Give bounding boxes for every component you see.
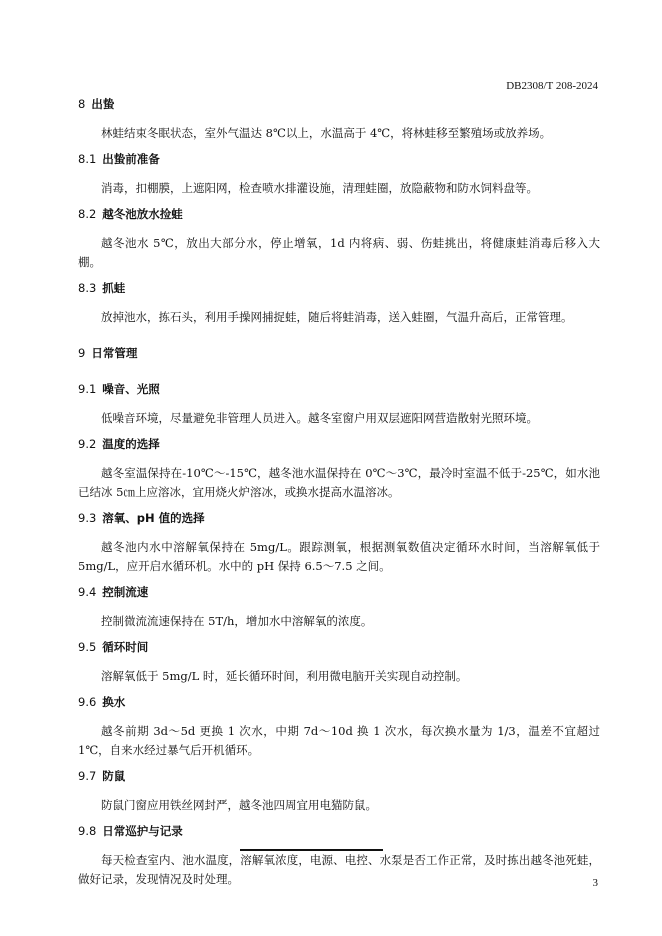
section-title: 噪音、光照	[102, 382, 160, 396]
section-8	[78, 96, 600, 151]
section-number: 8	[78, 97, 86, 111]
section-title: 温度的选择	[102, 437, 160, 451]
section-title: 防鼠	[102, 769, 126, 783]
section-number: 9.2	[78, 437, 97, 451]
section-number: 9.8	[78, 824, 97, 838]
end-rule	[240, 849, 383, 851]
section-9-4	[78, 584, 600, 639]
paragraph: 越冬池内水中溶解氧保持在 5mg/L。跟踪测氧，根据测氧数值决定循环水时间，当溶解氧低于 5mg/L，应开启水循环机。水中的 pH 保持 6.5～7.5 之间。	[78, 540, 600, 573]
section-number: 8.3	[78, 281, 97, 295]
paragraph: 低噪音环境，尽量避免非管理人员进入。越冬室窗户用双层遮阳网营造散射光照环境。	[101, 411, 538, 425]
paragraph: 溶解氧低于 5mg/L 时，延长循环时间，利用微电脑开关实现自动控制。	[101, 669, 468, 683]
section-number: 8.1	[78, 152, 97, 166]
section-number: 8.2	[78, 207, 97, 221]
section-9-2	[78, 436, 600, 510]
section-8-3	[78, 280, 600, 345]
section-9	[78, 345, 600, 381]
section-9-1	[78, 381, 600, 436]
section-9-6	[78, 694, 600, 768]
section-heading	[78, 381, 600, 397]
paragraph: 消毒，扣棚膜，上遮阳网，检查喷水排灌设施，清理蛙圈，放隐蔽物和防水饲料盘等。	[101, 181, 538, 195]
section-heading	[78, 151, 600, 167]
section-title: 溶氧、pH 值的选择	[102, 511, 205, 525]
paragraph: 越冬室温保持在-10℃～-15℃，越冬池水温保持在 0℃～3℃，最冷时室温不低于-25℃，如水池已结冰 5㎝上应溶冰，宜用烧火炉溶冰，或换水提高水温溶冰。	[78, 466, 600, 499]
section-title: 换水	[102, 695, 126, 709]
doc-code: DB2308/T 208-2024	[506, 80, 598, 92]
section-9-8	[78, 823, 600, 897]
section-heading	[78, 510, 600, 526]
section-heading	[78, 823, 600, 839]
paragraph: 越冬池水 5℃，放出大部分水，停止增氧，1d 内将病、弱、伤蛙挑出，将健康蛙消毒后移入大棚。	[78, 236, 600, 269]
section-number: 9.6	[78, 695, 97, 709]
section-heading	[78, 694, 600, 710]
section-title: 控制流速	[102, 585, 149, 599]
section-heading	[78, 280, 600, 296]
section-title: 日常巡护与记录	[102, 824, 183, 838]
document-body	[78, 96, 600, 897]
paragraph: 越冬前期 3d～5d 更换 1 次水，中期 7d～10d 换 1 次水，每次换水量为 1/3，温差不宜超过 1℃，自来水经过暴气后开机循环。	[78, 724, 600, 757]
paragraph: 每天检查室内、池水温度，溶解氧浓度，电源、电控、水泵是否工作正常，及时拣出越冬池死蛙，做好记录，发现情况及时处理。	[78, 853, 600, 886]
paragraph: 放掉池水，拣石头，利用手操网捕捉蛙，随后将蛙消毒，送入蛙圈，气温升高后，正常管理。	[101, 310, 573, 324]
section-number: 9.1	[78, 382, 97, 396]
section-number: 9.4	[78, 585, 97, 599]
section-9-3	[78, 510, 600, 584]
section-title: 出蛰前准备	[102, 152, 160, 166]
section-number: 9	[78, 346, 86, 360]
section-heading	[78, 96, 600, 112]
section-8-2	[78, 206, 600, 280]
paragraph: 防鼠门窗应用铁丝网封严，越冬池四周宜用电猫防鼠。	[101, 798, 377, 812]
section-9-7	[78, 768, 600, 823]
section-number: 9.5	[78, 640, 97, 654]
section-title: 越冬池放水捡蛙	[102, 207, 183, 221]
section-number: 9.3	[78, 511, 97, 525]
section-9-5	[78, 639, 600, 694]
section-heading	[78, 639, 600, 655]
section-title: 循环时间	[102, 640, 149, 654]
section-title: 出蛰	[91, 97, 115, 111]
paragraph: 林蛙结束冬眠状态，室外气温达 8℃以上，水温高于 4℃，将林蛙移至繁殖场或放养场。	[101, 126, 552, 140]
page-number: 3	[592, 877, 598, 889]
section-number: 9.7	[78, 769, 97, 783]
section-8-1	[78, 151, 600, 206]
section-title: 抓蛙	[102, 281, 126, 295]
section-heading	[78, 206, 600, 222]
paragraph: 控制微流流速保持在 5T/h，增加水中溶解氧的浓度。	[101, 614, 373, 628]
section-heading	[78, 345, 600, 361]
section-heading	[78, 768, 600, 784]
section-title: 日常管理	[91, 346, 138, 360]
section-heading	[78, 584, 600, 600]
section-heading	[78, 436, 600, 452]
